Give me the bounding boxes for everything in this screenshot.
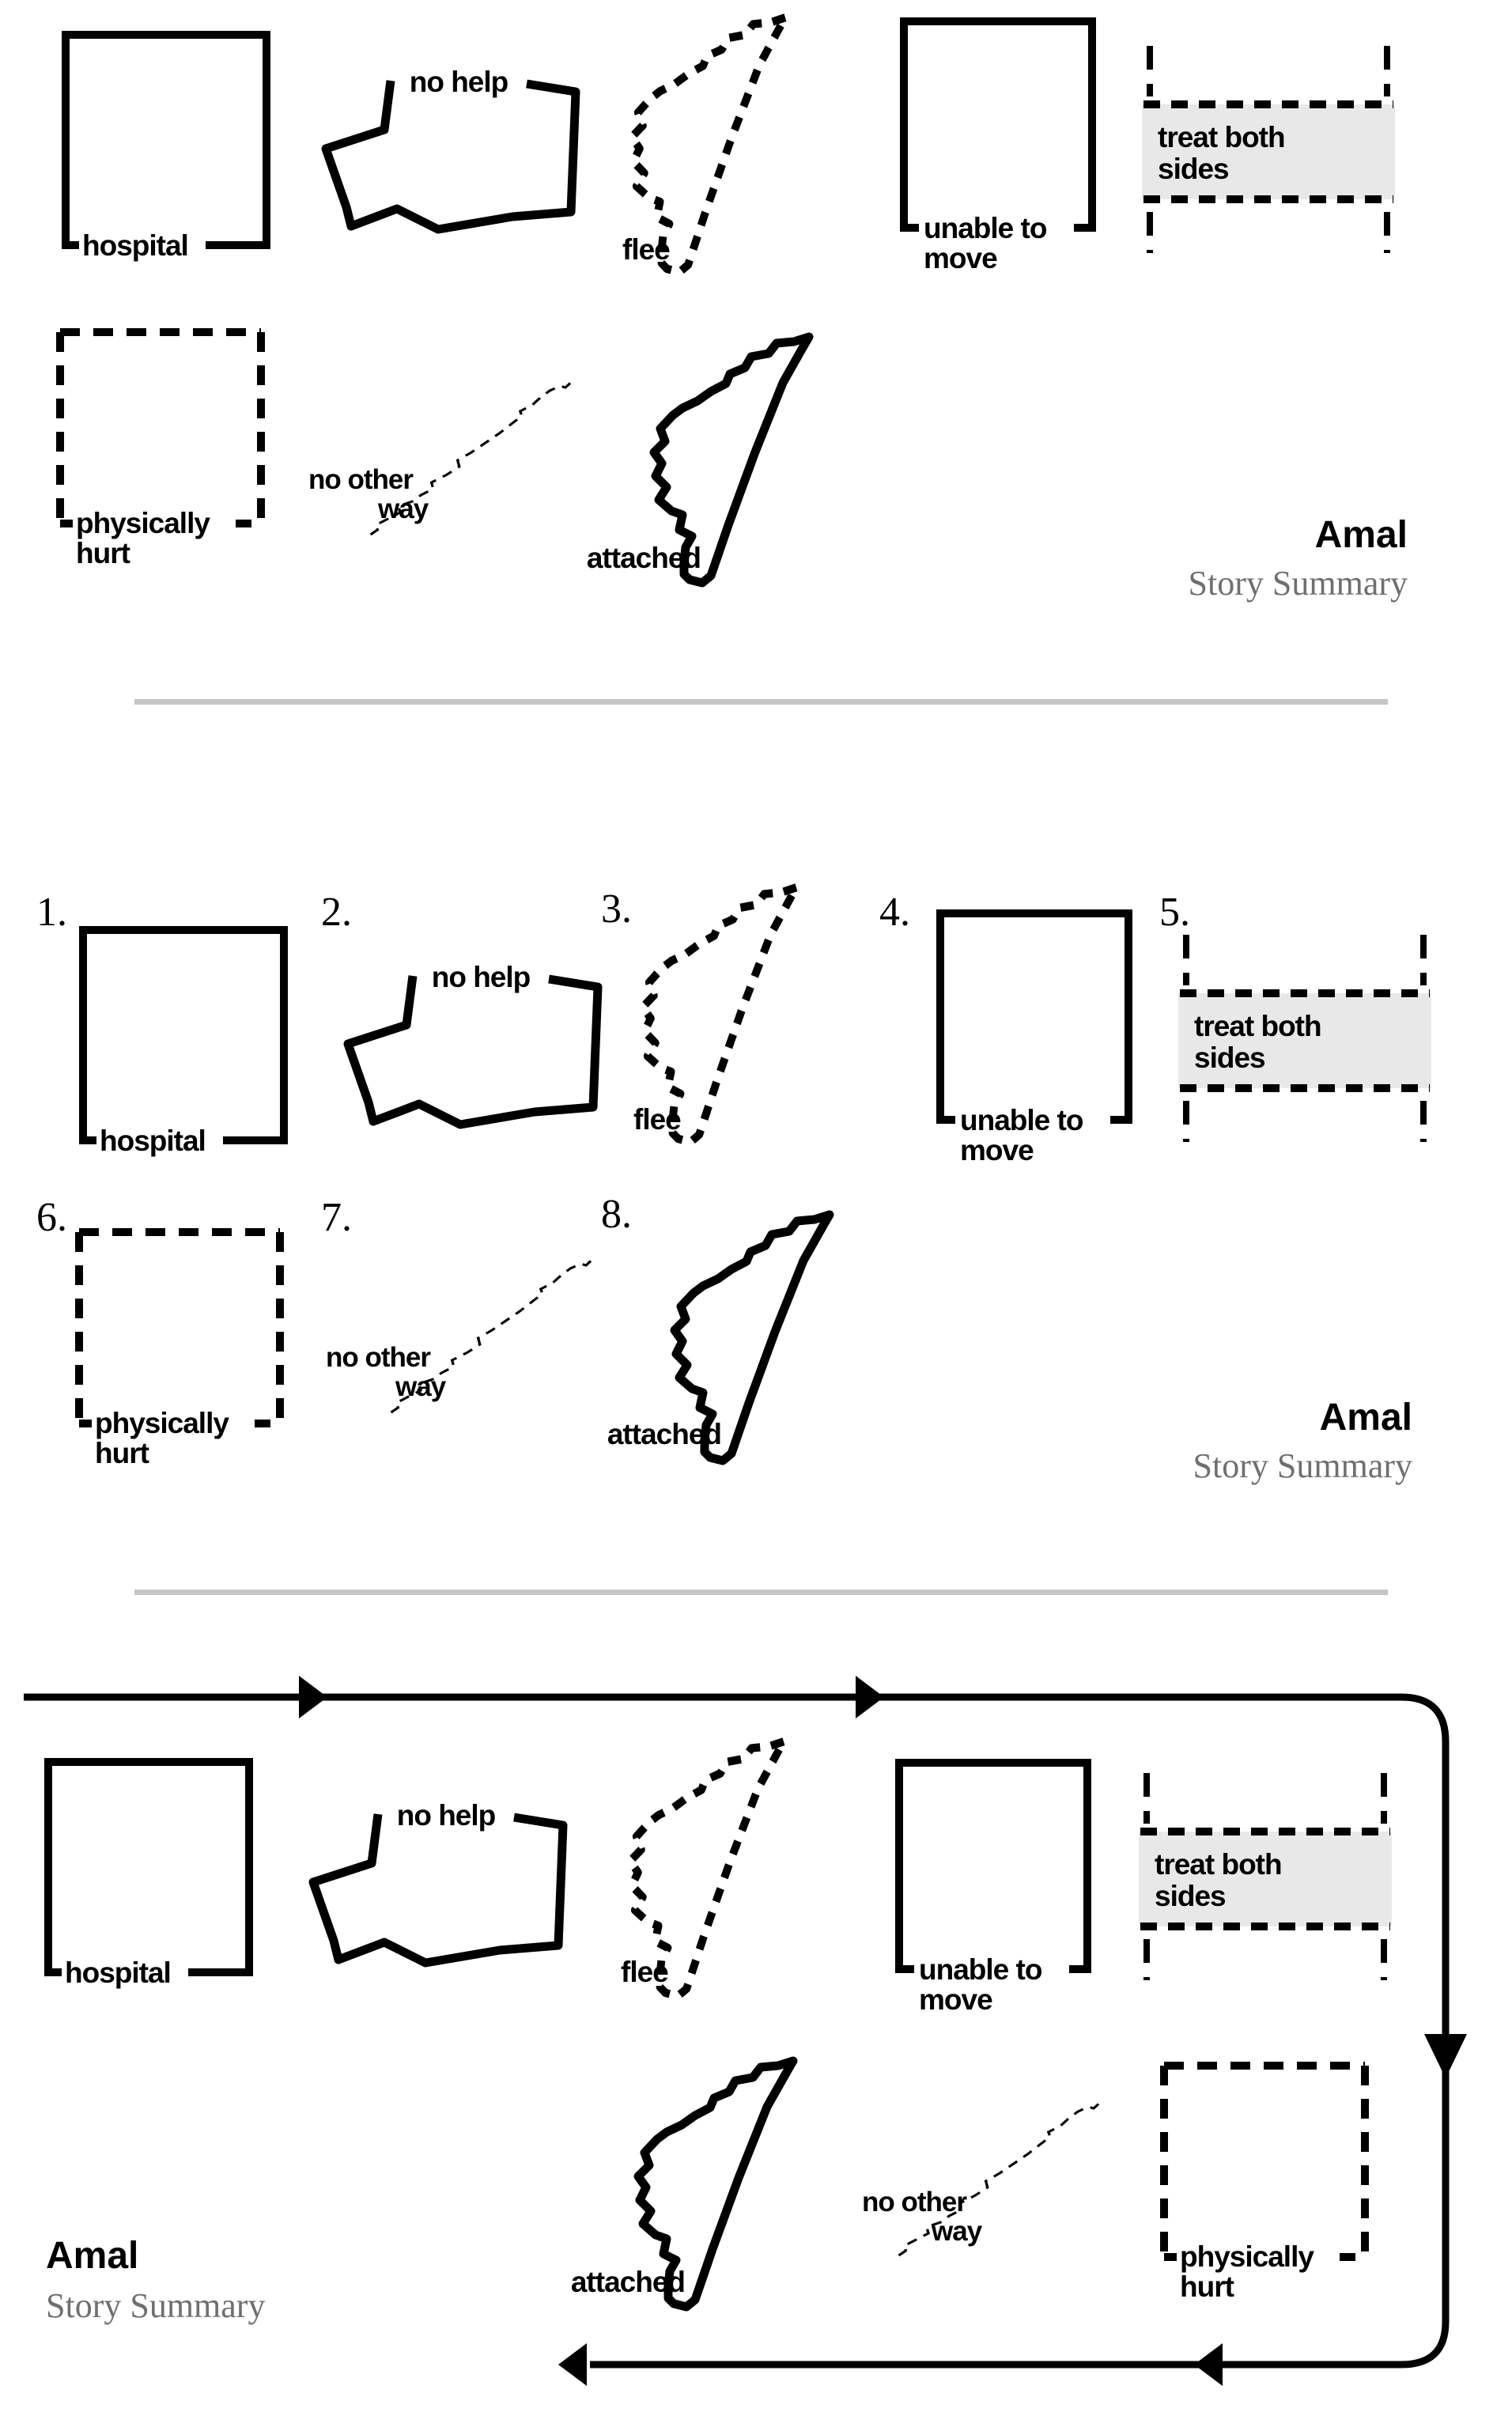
flow-arrowhead-right-icon [856,1676,884,1718]
panel3-subtitle: Story Summary [46,2286,266,2325]
no-help-label: no help [431,961,531,993]
hurt-label: hurt [1180,2270,1234,2303]
divider-2 [134,1590,1388,1595]
hurt-label: hurt [76,537,130,569]
panel3-title: Amal [46,2235,139,2277]
step-number-4: 4. [879,890,910,935]
unable-square-outline-icon [904,21,1092,228]
no-other-label: no other [326,1342,430,1373]
move-label: move [960,1134,1034,1166]
way-label: way [378,493,429,524]
flow-arrowhead-right-icon [299,1676,327,1718]
no-help-label: no help [396,1799,496,1832]
shape-hospital-2 [83,930,284,1157]
panel1-subtitle: Story Summary [1188,564,1408,603]
physically-label: physically [76,507,210,539]
flow-arrowhead-left-icon [558,2343,587,2386]
shape-no-help-3 [313,1799,563,1963]
step-number-6: 6. [36,1195,67,1240]
shape-physically-hurt [60,332,261,569]
shape-treat-both-sides [1142,46,1395,253]
flow-arrowhead-left-icon [1194,2343,1223,2386]
flee-label: flee [633,1103,681,1136]
step-number-8: 8. [601,1192,632,1237]
unable-square-outline-icon [940,913,1128,1120]
step-number-5: 5. [1159,890,1190,935]
no-help-polygon-outline-icon [348,976,598,1125]
physically-label: physically [1180,2240,1314,2273]
sides-label: sides [1155,1880,1226,1912]
shape-no-other-way-2 [326,1261,592,1412]
flee-label: flee [622,233,670,266]
no-other-way-route-icon [899,2104,1099,2255]
move-label: move [919,1983,992,2016]
hospital-square-outline-icon [48,1762,249,1972]
unable-to-label: unable to [960,1104,1083,1136]
unable-to-label: unable to [924,212,1047,244]
step-number-7: 7. [321,1195,352,1240]
treat-both-label: treat both [1194,1010,1321,1042]
shape-unable-to-move-3 [899,1763,1087,2016]
divider-1 [134,699,1388,705]
shape-physically-hurt-3 [1164,2066,1365,2303]
panel2-subtitle: Story Summary [1193,1446,1412,1485]
step-number-3: 3. [601,887,632,932]
no-other-label: no other [308,464,413,495]
way-label: way [395,1371,446,1402]
step-number-1: 1. [36,890,67,935]
shape-hospital [66,35,266,262]
shape-no-help-2 [348,961,598,1125]
hospital-square-outline-icon [66,35,266,245]
flow-arrowhead-down-icon [1424,2034,1467,2078]
hospital-label: hospital [100,1125,206,1157]
panel-numbered-steps [36,887,1431,1595]
hospital-label: hospital [82,229,188,262]
panel-story-flow [24,1676,1467,2386]
step-number-2: 2. [321,890,352,935]
hospital-label: hospital [65,1957,171,1989]
physically-hurt-dashed-square-icon [1164,2066,1365,2257]
attached-label: attached [570,2266,685,2298]
shape-physically-hurt-2 [79,1232,280,1469]
unable-square-outline-icon [899,1763,1087,1969]
no-help-label: no help [409,66,508,98]
shape-unable-to-move-2 [940,913,1128,1166]
way-label: way [932,2216,982,2247]
hurt-label: hurt [95,1437,149,1469]
sides-label: sides [1158,153,1229,185]
hospital-square-outline-icon [83,930,284,1140]
panel1-title: Amal [1314,514,1408,556]
panel-overview [60,17,1408,705]
shape-no-help [326,66,576,229]
shape-no-other-way-3 [862,2104,1099,2255]
shape-treat-both-sides-2 [1178,935,1431,1142]
unable-to-label: unable to [919,1953,1042,1986]
shape-treat-both-sides-3 [1139,1773,1392,1980]
flee-label: flee [621,1956,668,1988]
panel2-title: Amal [1319,1397,1412,1439]
sides-label: sides [1194,1042,1265,1074]
physically-label: physically [95,1407,229,1439]
no-help-polygon-outline-icon [326,81,576,229]
shape-unable-to-move [904,21,1092,274]
no-help-polygon-outline-icon [313,1814,563,1963]
attached-label: attached [607,1418,721,1450]
shape-no-other-way [308,383,571,535]
move-label: move [924,242,997,274]
shape-hospital-3 [48,1762,249,1989]
physically-hurt-dashed-square-icon [79,1232,280,1423]
physically-hurt-dashed-square-icon [60,332,261,524]
attached-label: attached [586,542,701,574]
no-other-label: no other [862,2187,966,2217]
treat-both-label: treat both [1158,121,1285,153]
treat-both-label: treat both [1155,1848,1282,1881]
